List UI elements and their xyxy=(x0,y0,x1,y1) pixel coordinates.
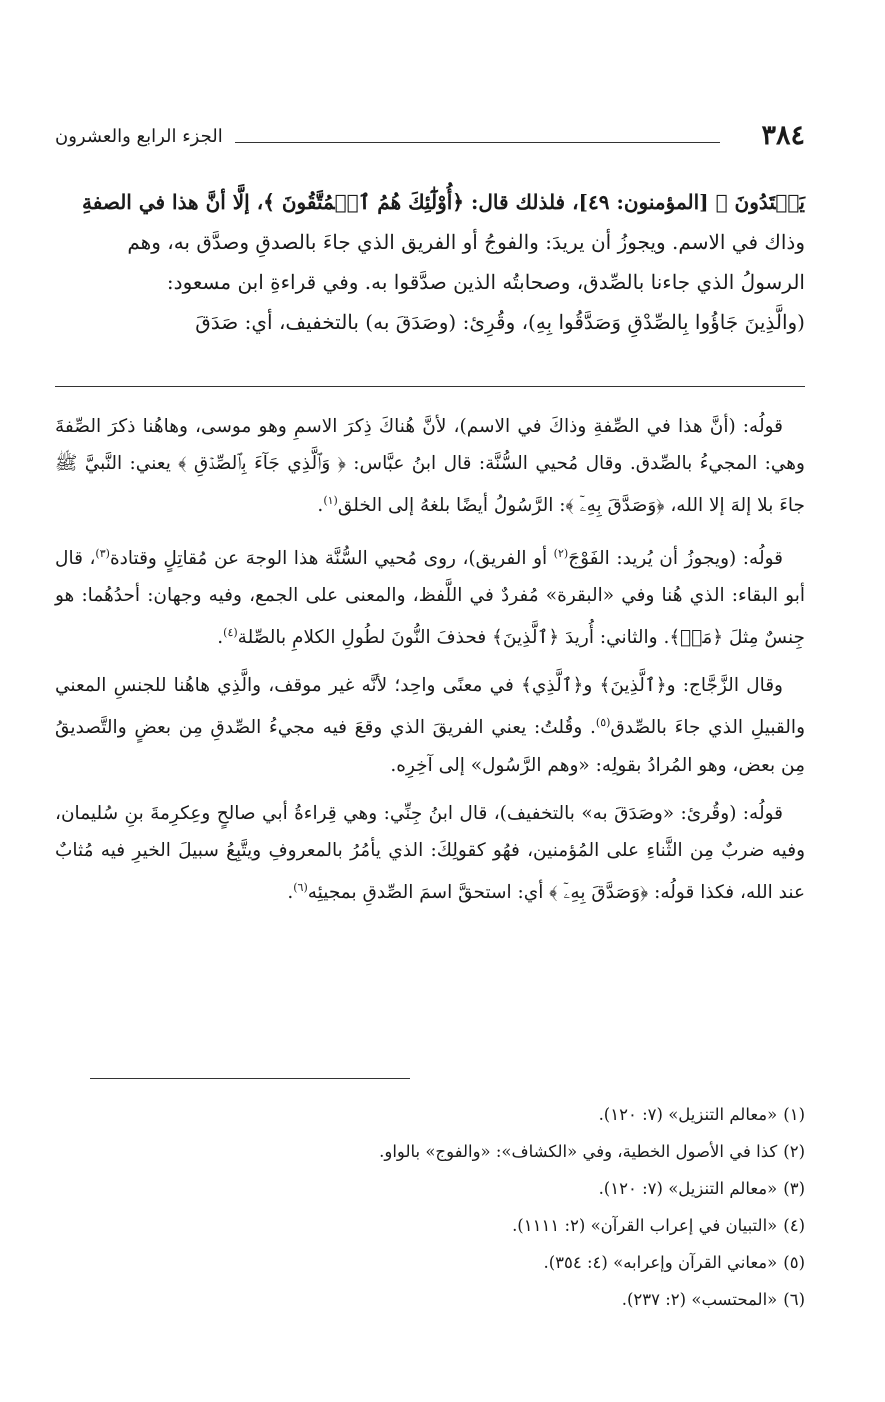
commentary-paragraph xyxy=(55,535,805,656)
commentary-paragraph xyxy=(55,667,805,783)
main-text xyxy=(55,182,805,342)
header-rule xyxy=(235,142,720,143)
footnote-text: «معالم التنزيل» (٧: ١٢٠). xyxy=(598,1105,778,1124)
footnote-text: «معالم التنزيل» (٧: ١٢٠). xyxy=(598,1179,778,1198)
commentary-text: . وقُلتُ: يعني الفريقَ الذي وقعَ فيه مجيءُ الصِّدقِ مِن بعضٍ والتَّصديقُ مِن بعض، وهو المُرادُ بقولِه: «وهم الرَّسُول» إلى آخِرِه. xyxy=(55,717,805,776)
commentary-text: ، قال أبو البقاء: الذي هُنا وفي «البقرة» مُفردٌ في اللَّفظ، والمعنى على الجمع، وفيه وجهان: أحدُهُما: هو جِنسٌ مِثلَ ﴿مَنۡ﴾. والثاني: أُريدَ ﴿ٱلَّذِينَ﴾ فحذفَ النُّونَ لطُولِ الكلامِ بالصِّلة xyxy=(55,548,805,649)
footnote xyxy=(55,1170,805,1207)
text-divider xyxy=(55,386,805,387)
footnote-mark: (٣) xyxy=(783,1179,805,1198)
footnote-text: «معاني القرآن وإعرابه» (٤: ٣٥٤). xyxy=(543,1253,778,1272)
footnote-text: كذا في الأصول الخطية، وفي «الكشاف»: «والفوج» بالواو. xyxy=(379,1142,778,1161)
commentary-paragraph xyxy=(55,795,805,911)
page-number: ٣٨٤ xyxy=(761,120,805,151)
commentary-text: وقال الزَّجَّاج: و﴿ٱلَّذِينَ﴾ و﴿ٱلَّذِي﴾ في معنًى واحِد؛ لأنَّه غير موقف، والَّذِي هاهُنا للجنسِ المعني والقبيلِ الذي جاءَ بالصِّدق xyxy=(55,675,806,739)
commentary-text: قولُه: (وقُرئ: «وصَدَقَ به» بالتخفيف)، قال ابنُ جِنِّي: وهي قِراءةُ أبي صالحٍ وعِكرِمةَ بنِ سُليمان، وفيه ضربٌ مِن الثَّناءِ على المُؤمنين، فهُو كقولِكَ: الذي يأمُرُ بالمعروفِ ويتَّبِعُ سبيلَ الخيرِ فيه مُثابٌ عند الله، فكذا قولُه: ﴿وَصَدَّقَ بِهِۦٓ ﴾ أي: استحقَّ اسمَ الصِّدقِ بمجيئِه xyxy=(55,802,805,903)
footnote-text: «التبيان في إعراب القرآن» (٢: ١١١١). xyxy=(512,1216,778,1235)
footnote-mark: (٥) xyxy=(783,1253,805,1272)
footnote-ref: (٢) xyxy=(553,547,569,561)
footnote xyxy=(55,1096,805,1133)
footnotes xyxy=(55,1096,805,1318)
page-header xyxy=(55,120,805,162)
footnote-ref: (١) xyxy=(323,494,338,507)
commentary-text: قولُه: (أنَّ هذا في الصِّفةِ وذاكَ في الاسم)، لأنَّ هُناكَ ذِكرَ الاسمِ وهو موسى، وهاهُنا ذكرَ الصِّفةَ وهي: المجيءُ بالصِّدق. وقال مُحيي السُّنَّة: قال ابنُ عبَّاس: ﴿ وَٱلَّذِي جَآءَ بِٱلصِّدۡقِ ﴾ يعني: النَّبيَّ ﷺ جاءَ بلا إلهَ إلا الله، ﴿وَصَدَّقَ بِهِۦٓ ﴾: الرَّسُولُ أيضًا بلغهُ إلى الخلق xyxy=(55,416,805,517)
main-line: يَهۡتَدُونَ ﴾ [المؤمنون: ٤٩]، فلذلك قال: ﴿أُوْلَٰٓئِكَ هُمُ ٱلۡمُتَّقُونَ ﴾، إلَّا أنَّ هذا في الصفةِ xyxy=(82,190,805,214)
footnote xyxy=(55,1281,805,1318)
main-line: (والَّذِينَ جَاؤُوا بِالصِّدْقِ وَصَدَّقُوا بِهِ)، وقُرِئ: (وصَدَقَ به) بالتخفيف، أي: صَدَقَ xyxy=(195,310,805,334)
footnote-ref: (٦) xyxy=(293,880,308,894)
footnote-mark: (٢) xyxy=(783,1142,805,1161)
footnote-mark: (٦) xyxy=(783,1290,805,1309)
footnote-ref: (٤) xyxy=(223,626,238,640)
commentary-paragraph xyxy=(55,408,805,524)
footnote-mark: (١) xyxy=(783,1105,805,1124)
footnote-mark: (٤) xyxy=(783,1216,805,1235)
punct: . xyxy=(317,495,324,517)
commentary-text: أو الفريق)، روى مُحيي السُّنَّة هذا الوجهَ عن مُقاتِلٍ وقتادة xyxy=(109,548,554,570)
punct: . xyxy=(217,627,224,649)
main-line: الرسولُ الذي جاءنا بالصِّدق، وصحابتُه الذين صدَّقوا به. وفي قراءةِ ابن مسعود: xyxy=(166,270,805,294)
running-title: الجزء الرابع والعشرون xyxy=(55,126,223,147)
footnote xyxy=(55,1244,805,1281)
main-line: وذاك في الاسم. ويجوزُ أن يريدَ: والفوجُ أو الفريق الذي جاءَ بالصدقِ وصدَّق به، وهم xyxy=(127,230,805,254)
footnote-text: «المحتسب» (٢: ٢٣٧). xyxy=(621,1290,778,1309)
footnote xyxy=(55,1133,805,1170)
commentary xyxy=(55,408,805,922)
footnote-ref: (٥) xyxy=(595,716,611,730)
footnote-divider xyxy=(90,1078,410,1079)
footnote-ref: (٣) xyxy=(95,547,110,561)
footnote xyxy=(55,1207,805,1244)
punct: . xyxy=(287,881,294,903)
commentary-text: قولُه: (ويجوزُ أن يُريد: الفَوْجَ xyxy=(568,548,783,570)
